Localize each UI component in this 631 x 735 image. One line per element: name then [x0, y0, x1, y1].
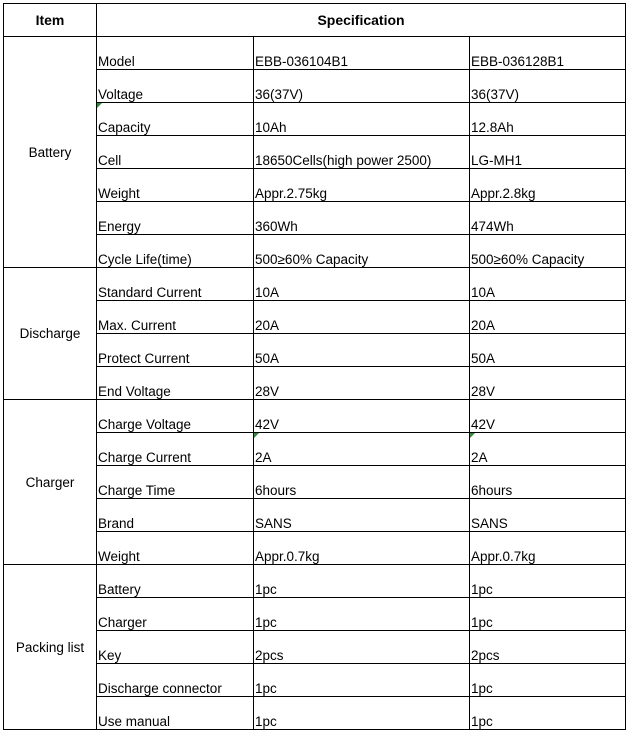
spec-value-model-b-cell: 28V	[470, 367, 626, 400]
row-label-cell: Key	[97, 631, 254, 664]
row-label-cell: Voltage	[97, 70, 254, 103]
spec-value-model-b-cell: 500≥60% Capacity	[470, 235, 626, 268]
spec-value-model-b-cell: 1pc	[470, 598, 626, 631]
table-row	[4, 400, 626, 433]
spec-value-model-b-cell: 50A	[470, 334, 626, 367]
spec-value-model-a-cell: 42V	[254, 400, 470, 433]
spec-value-model-b-cell: 2A	[470, 433, 626, 466]
spec-value-model-a-cell: 2pcs	[254, 631, 470, 664]
table-row	[4, 235, 626, 268]
row-label-cell: Weight	[97, 532, 254, 565]
table-row	[4, 268, 626, 301]
table-row	[4, 631, 626, 664]
group-name-cell: Discharge	[4, 268, 97, 400]
spec-value-model-a-cell: 50A	[254, 334, 470, 367]
row-label-cell: Weight	[97, 169, 254, 202]
table-body	[4, 37, 626, 730]
row-label-cell: Energy	[97, 202, 254, 235]
table-row	[4, 37, 626, 70]
row-label-cell: Cell	[97, 136, 254, 169]
table-row	[4, 169, 626, 202]
spec-value-model-b-cell: LG-MH1	[470, 136, 626, 169]
specification-header: Specification	[97, 4, 626, 37]
table-row	[4, 499, 626, 532]
row-label-cell: Charger	[97, 598, 254, 631]
spec-value-model-a-cell: 6hours	[254, 466, 470, 499]
row-label-cell: Max. Current	[97, 301, 254, 334]
spec-value-model-b-cell: Appr.2.8kg	[470, 169, 626, 202]
row-label-cell: Charge Time	[97, 466, 254, 499]
table-row	[4, 202, 626, 235]
table-row	[4, 532, 626, 565]
table-row	[4, 103, 626, 136]
table-row	[4, 466, 626, 499]
spec-value-model-b-cell: 36(37V)	[470, 70, 626, 103]
spec-value-model-a-cell: 1pc	[254, 598, 470, 631]
table-row	[4, 598, 626, 631]
row-label-cell: Cycle Life(time)	[97, 235, 254, 268]
row-label-cell: End Voltage	[97, 367, 254, 400]
spec-value-model-a-cell: 10Ah	[254, 103, 470, 136]
spec-value-model-a-cell: 500≥60% Capacity	[254, 235, 470, 268]
spec-value-model-b-cell: 6hours	[470, 466, 626, 499]
spec-value-model-a-cell: EBB-036104B1	[254, 37, 470, 70]
table-row	[4, 565, 626, 598]
spec-value-model-b-cell: 1pc	[470, 565, 626, 598]
spec-value-model-a-cell: 36(37V)	[254, 70, 470, 103]
row-label-cell: Protect Current	[97, 334, 254, 367]
table-row	[4, 367, 626, 400]
spec-value-model-b-cell: 1pc	[470, 697, 626, 730]
spec-value-model-a-cell: 20A	[254, 301, 470, 334]
group-name-cell: Battery	[4, 37, 97, 268]
row-label-cell: Battery	[97, 565, 254, 598]
spec-value-model-b-cell: 2pcs	[470, 631, 626, 664]
row-label-cell: Charge Voltage	[97, 400, 254, 433]
spec-value-model-b-cell: SANS	[470, 499, 626, 532]
table-row	[4, 664, 626, 697]
group-name-cell: Charger	[4, 400, 97, 565]
spec-value-model-a-cell: 360Wh	[254, 202, 470, 235]
row-label-cell: Discharge connector	[97, 664, 254, 697]
spec-value-model-b-cell: Appr.0.7kg	[470, 532, 626, 565]
spec-value-model-b-cell: 474Wh	[470, 202, 626, 235]
specification-table	[3, 3, 626, 730]
table-row	[4, 301, 626, 334]
table-row	[4, 136, 626, 169]
spec-value-model-b-cell: 20A	[470, 301, 626, 334]
table-row	[4, 334, 626, 367]
table-header-row	[4, 4, 626, 37]
table-row	[4, 70, 626, 103]
row-label-cell: Model	[97, 37, 254, 70]
row-label-cell: Use manual	[97, 697, 254, 730]
spec-value-model-a-cell: 1pc	[254, 565, 470, 598]
row-label-cell: Standard Current	[97, 268, 254, 301]
spec-value-model-a-cell: 1pc	[254, 664, 470, 697]
spec-value-model-b-cell: 42V	[470, 400, 626, 433]
item-header: Item	[4, 4, 97, 37]
spec-value-model-a-cell: 1pc	[254, 697, 470, 730]
group-name-cell: Packing list	[4, 565, 97, 730]
spec-value-model-a-cell: 2A	[254, 433, 470, 466]
table-row	[4, 697, 626, 730]
table-row	[4, 433, 626, 466]
spec-value-model-a-cell: 10A	[254, 268, 470, 301]
spec-value-model-a-cell: 28V	[254, 367, 470, 400]
spec-value-model-a-cell: 18650Cells(high power 2500)	[254, 136, 470, 169]
spec-value-model-a-cell: Appr.0.7kg	[254, 532, 470, 565]
spec-value-model-a-cell: Appr.2.75kg	[254, 169, 470, 202]
spec-value-model-b-cell: 12.8Ah	[470, 103, 626, 136]
spec-value-model-b-cell: 1pc	[470, 664, 626, 697]
spec-value-model-a-cell: SANS	[254, 499, 470, 532]
spec-value-model-b-cell: 10A	[470, 268, 626, 301]
row-label-cell: Charge Current	[97, 433, 254, 466]
row-label-cell: Brand	[97, 499, 254, 532]
row-label-cell: Capacity	[97, 103, 254, 136]
spec-value-model-b-cell: EBB-036128B1	[470, 37, 626, 70]
